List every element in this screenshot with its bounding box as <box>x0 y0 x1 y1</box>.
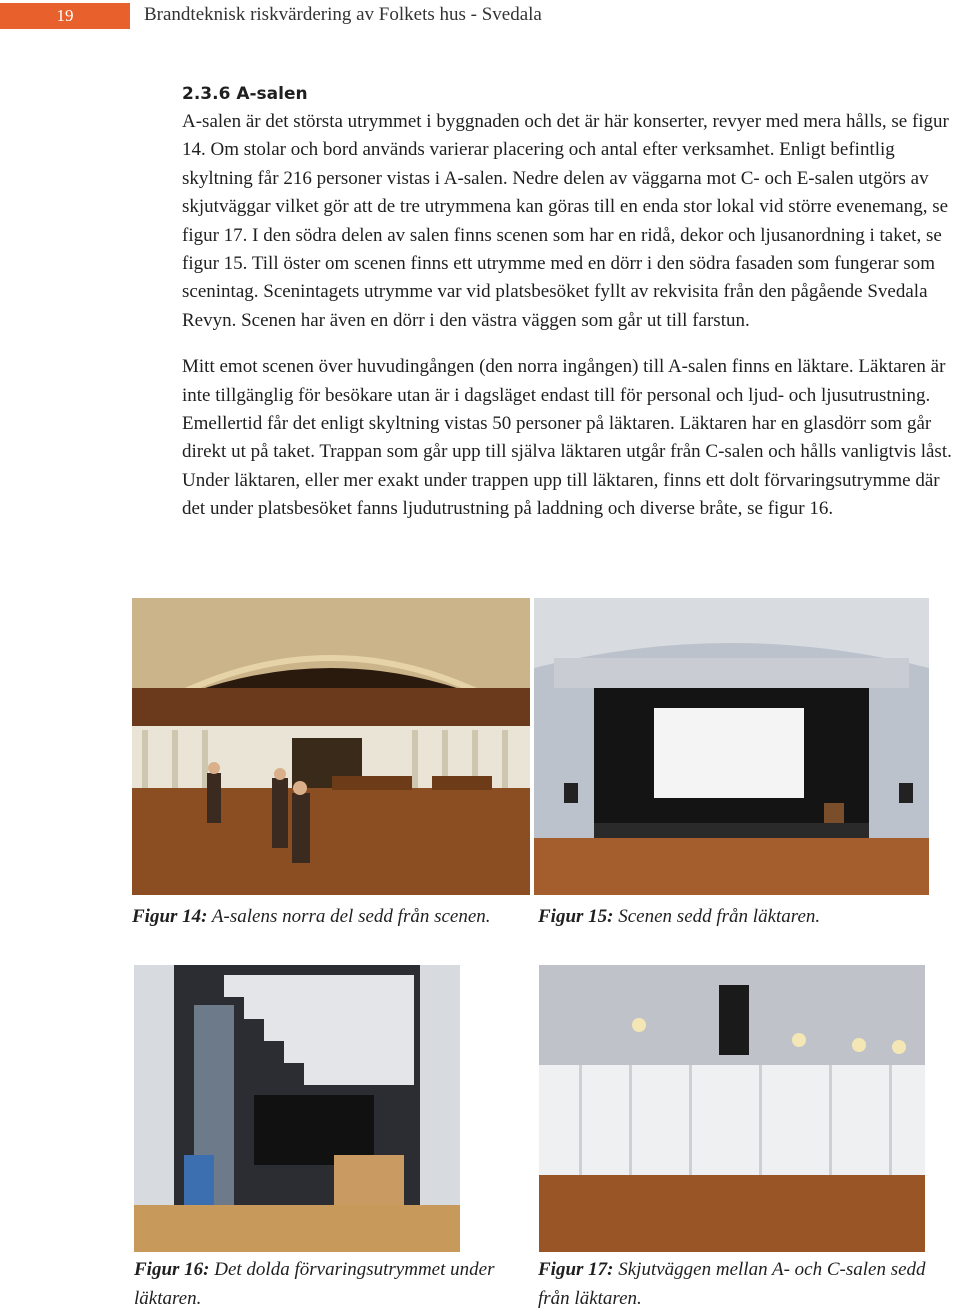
figure-16-photo <box>134 965 460 1252</box>
figure-14-caption <box>132 902 532 931</box>
figure-16-caption <box>134 1255 504 1313</box>
figure-15-photo <box>534 598 929 895</box>
figure-14-label: Figur 14: <box>132 906 208 927</box>
figure-14-photo <box>132 598 530 895</box>
figure-16-label: Figur 16: <box>134 1259 210 1280</box>
section-title: 2.3.6 A-salen <box>182 84 308 104</box>
figure-17-photo <box>539 965 925 1252</box>
figure-17-label: Figur 17: <box>538 1259 614 1280</box>
page-header <box>0 0 960 34</box>
page-number: 19 <box>0 3 130 29</box>
figure-15-text: Scenen sedd från läktaren. <box>613 906 821 927</box>
figure-17-caption <box>538 1255 938 1313</box>
paragraph-2: Mitt emot scenen över huvudingången (den norra ingången) till A-salen finns en läktare. Läktaren är inte tillgänglig för besökare utan är i dagsläget endast till för personal och ljud- och ljusutrustning. Emellertid får det enligt skyltning vistas 50 personer på läktaren. Läktaren har en glasdörr som går direkt ut på taket. Trappan som går upp till själva läktaren utgår från C-salen och hålls vanligtvis låst. Under läktaren, eller mer exakt under trappen upp till läktaren, finns ett dolt förvaringsutrymme där det under platsbesöket fanns ljudutrustning på laddning och diverse bråte, se figur 16. <box>182 356 952 520</box>
running-title: Brandteknisk riskvärdering av Folkets hus - Svedala <box>144 4 542 25</box>
figure-14-text: A-salens norra del sedd från scenen. <box>207 906 491 927</box>
paragraph-1: A-salen är det största utrymmet i byggnaden och det är här konserter, revyer med mera hålls, se figur 14. Om stolar och bord används varierar placering och antal efter verksamhet. Enligt befintlig skyltning får 216 personer vistas i A-salen. Nedre delen av väggarna mot C- och E-salen utgörs av skjutväggar vilket gör att de tre utrymmena kan göras till en enda stor lokal vid större evenemang, se figur 17. I den södra delen av salen finns scenen som har en ridå, dekor och ljusanordning i taket, se figur 15. Till öster om scenen finns ett utrymme med en dörr i den södra fasaden som fungerar som scenintag. Scenintagets utrymme var vid platsbesöket fyllt av rekvisita från den pågående Svedala Revyn. Scenen har även en dörr i den västra väggen som går ut till farstun. <box>182 111 949 331</box>
figure-16-text: Det dolda förvaringsutrymmet under läktaren. <box>134 1259 495 1309</box>
figure-17-text: Skjutväggen mellan A- och C-salen sedd från läktaren. <box>538 1259 926 1309</box>
section-content <box>182 80 958 524</box>
figure-15-label: Figur 15: <box>538 906 614 927</box>
figure-15-caption <box>538 902 938 931</box>
